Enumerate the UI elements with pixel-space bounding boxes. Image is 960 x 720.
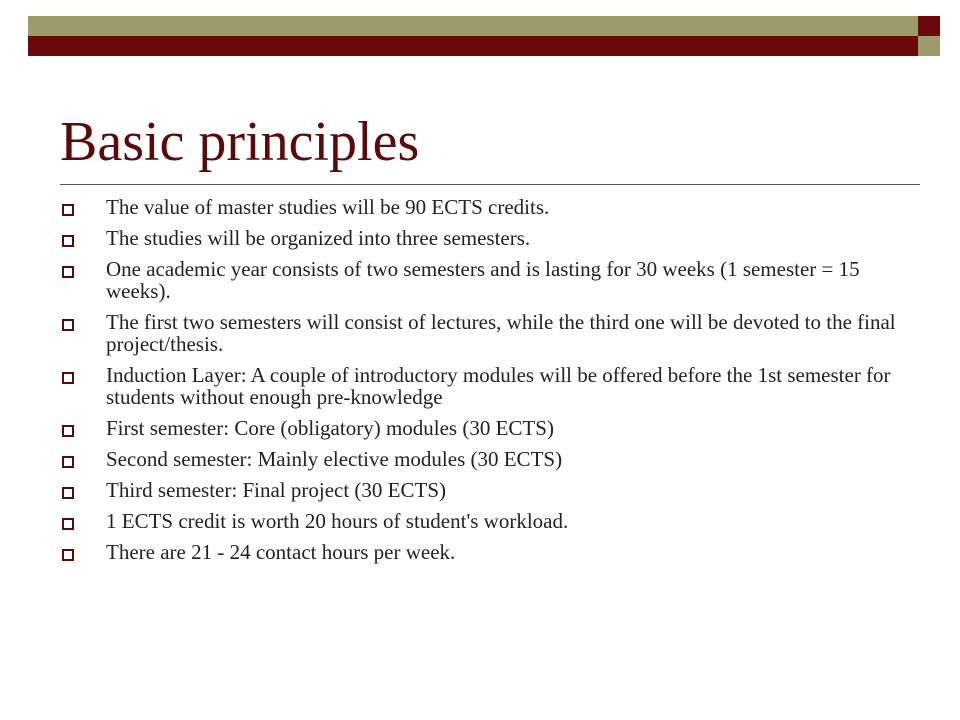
bullet-item [60, 417, 910, 439]
hollow-square-icon [62, 319, 74, 331]
bullet-text: The first two semesters will consist of lectures, while the third one will be devoted to the final project/thesis. [106, 310, 896, 356]
header-band-red [28, 36, 918, 56]
bullet-text: The value of master studies will be 90 ECTS credits. [106, 195, 550, 219]
bullet-item [60, 311, 910, 355]
bullet-item [60, 541, 910, 563]
bullet-item [60, 448, 910, 470]
hollow-square-icon [62, 549, 74, 561]
bullet-text: The studies will be organized into three semesters. [106, 226, 531, 250]
hollow-square-icon [62, 266, 74, 278]
bullet-item [60, 479, 910, 501]
bullet-text: Induction Layer: A couple of introductory modules will be offered before the 1st semester for students without enough pre-knowledge [106, 363, 891, 409]
bullet-item [60, 258, 910, 302]
hollow-square-icon [62, 372, 74, 384]
slide-title: Basic principles [60, 111, 420, 173]
bullet-text: First semester: Core (obligatory) modules (30 ECTS) [106, 416, 554, 440]
hollow-square-icon [62, 487, 74, 499]
bullet-text: There are 21 - 24 contact hours per week. [106, 540, 456, 564]
bullet-text: Second semester: Mainly elective modules (30 ECTS) [106, 447, 563, 471]
bullet-item [60, 196, 910, 218]
bullet-text: 1 ECTS credit is worth 20 hours of student's workload. [106, 509, 569, 533]
hollow-square-icon [62, 204, 74, 216]
bullet-list [60, 196, 910, 572]
header-band-olive [28, 16, 918, 36]
bullet-text: One academic year consists of two semesters and is lasting for 30 weeks (1 semester = 15 weeks). [106, 257, 860, 303]
hollow-square-icon [62, 425, 74, 437]
hollow-square-icon [62, 235, 74, 247]
bullet-item [60, 510, 910, 532]
hollow-square-icon [62, 456, 74, 468]
bullet-item [60, 364, 910, 408]
bullet-item [60, 227, 910, 249]
header-corner-olive [918, 36, 940, 56]
bullet-text: Third semester: Final project (30 ECTS) [106, 478, 447, 502]
header-corner-red [918, 16, 940, 36]
hollow-square-icon [62, 518, 74, 530]
title-divider [60, 184, 920, 185]
